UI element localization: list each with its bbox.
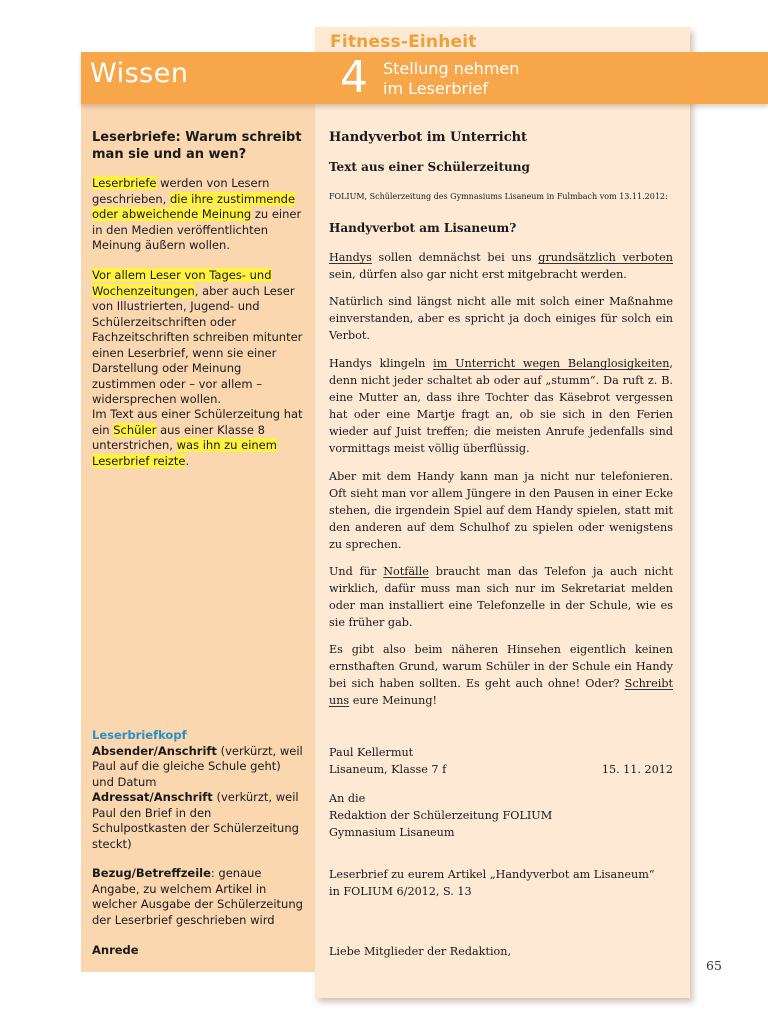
highlight: Schüler — [113, 422, 157, 437]
unit-topic-line1: Stellung nehmen — [383, 59, 520, 78]
section-title: Wissen — [90, 58, 189, 89]
highlight: die ihre zustimmende oder abweichende Meinung — [92, 191, 296, 221]
article-paragraph-4: Aber mit dem Handy kann man ja nicht nur telefonieren. Oft sieht man vor allem Jüngere in den Pausen in einer Ecke stehen, die irgendein Spiel auf dem Handy spielen, statt mit den anderen auf dem Schulhof zu spielen oder wenigstens zu sprechen. — [329, 470, 673, 551]
sender-name: Paul Kellermut — [329, 746, 414, 759]
letter-recipient: An die Redaktion der Schülerzeitung FOLIUM Gymnasium Lisaneum — [329, 792, 553, 839]
letter-salutation: Liebe Mitglieder der Redaktion, — [329, 945, 512, 958]
page-number: 65 — [706, 958, 722, 973]
highlight: Vor allem Leser von Tages- und Wochenzeitungen — [92, 268, 272, 298]
recipient-explanation: Adressat/Anschrift (verkürzt, weil Paul den Brief in den Schulpostkasten der Schülerzeitung steckt) — [92, 790, 299, 851]
sidebar-paragraph-3: Im Text aus einer Schülerzeitung hat ein Schüler aus einer Klasse 8 unterstrichen, was ihn zu einem Leserbrief reizte. — [92, 407, 303, 468]
article-paragraph-6: Es gibt also beim näheren Hinsehen eigentlich keinen ernsthaften Grund, warum Schüler in der Schule ein Handy bei sich haben sollten. Es geht auch ohne! Oder? Schreibt uns eure Meinung! — [329, 643, 673, 707]
letter-head-title: Leserbriefkopf — [92, 728, 187, 742]
letter-head-explanation — [92, 728, 306, 852]
article-paragraph-1: Handys sollen demnächst bei uns grundsätzlich verboten sein, dürfen also gar nicht erst mitgebracht werden. — [329, 251, 673, 281]
letter-date: 15. 11. 2012 — [601, 763, 673, 776]
article-paragraph-2: Natürlich sind längst nicht alle mit solch einer Maßnahme einverstanden, aber es spricht ja doch einiges für solch ein Verbot. — [329, 295, 673, 342]
highlight: was ihn zu einem Leserbrief reizte — [92, 438, 277, 468]
letter-sender — [329, 744, 673, 778]
sender-class: Lisaneum, Klasse 7 f — [329, 763, 447, 776]
sidebar-paragraph-1: Leserbriefe werden von Lesern geschrieben, die ihre zustimmende oder abweichende Meinung zu einer in den Medien veröffentlichten Meinung äußern wollen. — [92, 176, 302, 252]
article-headline: Handyverbot am Lisaneum? — [329, 221, 517, 235]
sidebar-paragraph-2: Vor allem Leser von Tages- und Wochenzeitungen, aber auch Leser von Illustrierten, Jugend- und Schülerzeitschriften oder Fachzeitschriften schreiben mitunter einen Leserbrief, wenn sie einer Darstellung oder Meinung zustimmen oder – vor allem – widersprechen wollen. — [92, 268, 303, 406]
article-source: FOLIUM, Schülerzeitung des Gymnasiums Lisaneum in Fulmbach vom 13.11.2012: — [329, 192, 668, 201]
article-task-title: Handyverbot im Unterricht — [329, 130, 528, 145]
article-paragraph-5: Und für Notfälle braucht man das Telefon ja auch nicht wirklich, dafür muss man sich nur im Sekretariat melden oder man installiert eine Telefonzelle in der Schule, wie es sie früher gab. — [329, 565, 673, 629]
unit-label: Fitness-Einheit — [330, 32, 477, 52]
highlight: Leserbriefe — [92, 176, 157, 190]
unit-topic — [383, 59, 623, 99]
salutation-label: Anrede — [92, 943, 139, 957]
sender-explanation: Absender/Anschrift (verkürzt, weil Paul auf die gleiche Schule geht) und Datum — [92, 743, 303, 789]
unit-topic-line2: im Leserbrief — [383, 79, 489, 98]
unit-number: 4 — [340, 52, 368, 103]
article-paragraph-3: Handys klingeln im Unterricht wegen Belanglosigkeiten, denn nicht jeder schaltet ab oder auf „stumm“. Da ruft z. B. eine Mutter an, dass ihre Tochter das Käsebrot vergessen hat oder eine Martje fragt an, ob sie sich in den Ferien wieder auf Juist treffen; die meisten Anrufe jedenfalls sind vormittags meist völlig überflüssig. — [329, 357, 673, 455]
article-subtitle: Text aus einer Schülerzeitung — [329, 160, 530, 174]
sidebar-heading: Leserbriefe: Warum schreibt man sie und an wen? — [92, 130, 302, 162]
subject-explanation: Bezug/Betreffzeile: genaue Angabe, zu welchem Artikel in welcher Ausgabe der Schülerzeitung der Leserbrief geschrieben wird — [92, 866, 303, 927]
letter-subject: Leserbrief zu eurem Artikel „Handyverbot am Lisaneum“ in FOLIUM 6/2012, S. 13 — [329, 868, 655, 898]
